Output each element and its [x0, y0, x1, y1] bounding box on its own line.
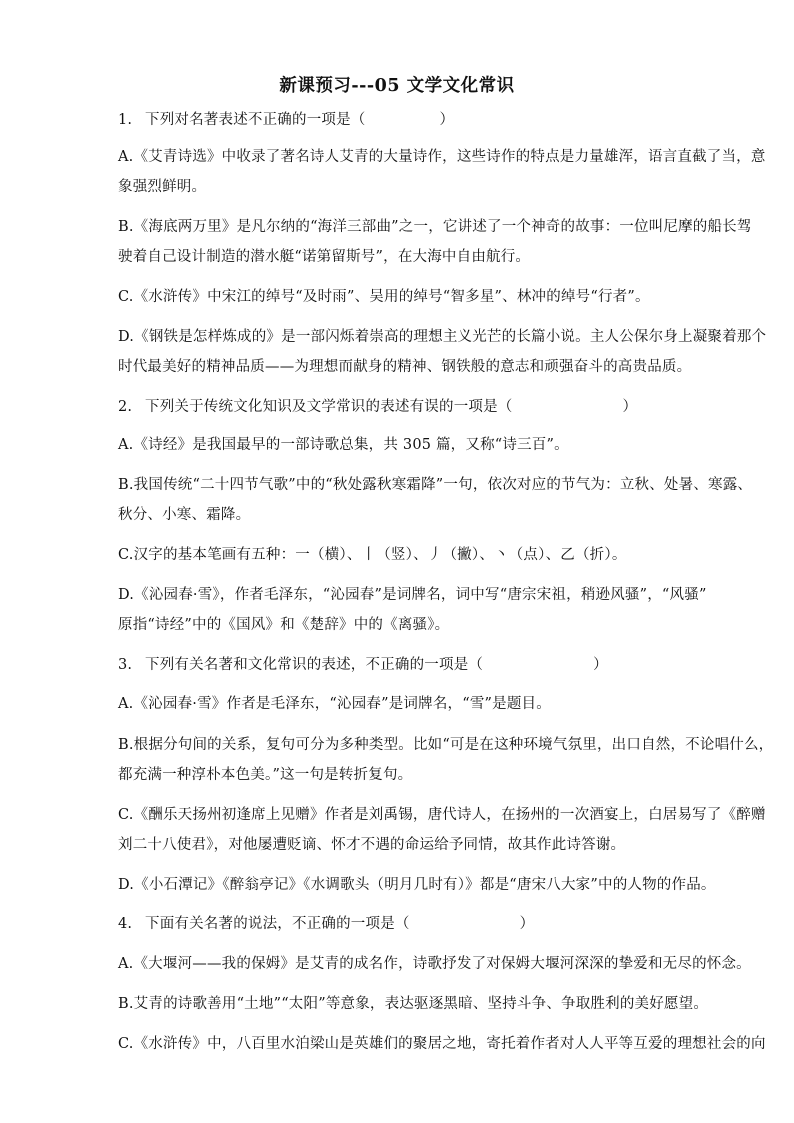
option-4b-line-1: B.艾青的诗歌善用“土地”“太阳”等意象，表达驱逐黑暗、坚持斗争、争取胜利的美好愿望。	[118, 996, 709, 1012]
question-close: ）	[622, 399, 638, 415]
option-1d-line-1: D.《钢铁是怎样炼成的》是一部闪烁着崇高的理想主义光芒的长篇小说。主人公保尔身上凝聚着那个	[118, 329, 767, 345]
option-1c-line-1: C.《水浒传》中宋江的绰号“及时雨”、吴用的绰号“智多星”、林冲的绰号“行者”。	[118, 289, 650, 305]
option-2d-line-1: D.《沁园春·雪》，作者毛泽东，“沁园春”是词牌名，词中写“唐宗宋祖，稍逊风骚”，“风骚”	[118, 587, 707, 603]
option-2b-line-1: B.我国传统“二十四节气歌”中的“秋处露秋寒霜降”一句，依次对应的节气为：立秋、处暑、寒露、	[118, 477, 753, 493]
option-3c-line-1: C.《酬乐天扬州初逢席上见赠》作者是刘禹锡，唐代诗人，在扬州的一次酒宴上，白居易写了《醉赠	[118, 807, 766, 823]
question-number: 3.	[118, 657, 133, 673]
option-2d-line-2: 原指“诗经”中的《国风》和《楚辞》中的《离骚》。	[118, 617, 450, 633]
option-1b-line-1: B.《海底两万里》是凡尔纳的“海洋三部曲”之一，它讲述了一个神奇的故事：一位叫尼摩的船长驾	[118, 219, 752, 235]
question-4	[118, 914, 708, 934]
question-close: ）	[439, 112, 455, 128]
option-3c-line-2: 刘二十八使君》，对他屡遭贬谪、怀才不遇的命运给予同情，故其作此诗答谢。	[118, 837, 626, 853]
question-number: 4.	[118, 916, 133, 932]
option-4a-line-1: A.《大堰河——我的保姆》是艾青的成名作，诗歌抒发了对保姆大堰河深深的挚爱和无尽的怀念。	[118, 956, 751, 972]
option-1b-line-2: 驶着自己设计制造的潜水艇“诺第留斯号”，在大海中自由航行。	[118, 249, 531, 265]
question-stem: 下列对名著表述不正确的一项是（	[145, 112, 366, 128]
option-2b-line-2: 秋分、小寒、霜降。	[118, 507, 251, 523]
question-number: 2.	[118, 399, 133, 415]
question-stem: 下面有关名著的说法，不正确的一项是（	[145, 916, 410, 932]
option-3b-line-1: B.根据分句间的关系，复句可分为多种类型。比如“可是在这种环境气氛里，出口自然，不论唱什么，	[118, 737, 774, 753]
option-1a-line-1: A.《艾青诗选》中收录了著名诗人艾青的大量诗作，这些诗作的特点是力量雄浑，语言直截了当，意	[118, 149, 766, 165]
option-3b-line-2: 都充满一种淳朴本色美。”这一句是转折复句。	[118, 767, 413, 783]
question-stem: 下列有关名著和文化常识的表述，不正确的一项是（	[145, 657, 484, 673]
option-3d-line-1: D.《小石潭记》《醉翁亭记》《水调歌头（明月几时有）》都是“唐宋八大家”中的人物的作品。	[118, 877, 716, 893]
question-2	[118, 397, 708, 417]
page-title: 新课预习---05 文学文化常识	[279, 76, 515, 96]
question-close: ）	[593, 657, 608, 673]
question-1	[118, 110, 708, 130]
option-1d-line-2: 时代最美好的精神品质——为理想而献身的精神、钢铁般的意志和顽强奋斗的高贵品质。	[118, 359, 692, 375]
option-2c-line-1: C.汉字的基本笔画有五种：一（横）、丨（竖）、丿（撇）、丶（点）、乙（折）。	[118, 547, 627, 563]
question-number: 1.	[118, 112, 133, 128]
option-2a-line-1: A.《诗经》是我国最早的一部诗歌总集，共 305 篇，又称“诗三百”。	[118, 437, 569, 453]
option-1a-line-2: 象强烈鲜明。	[118, 179, 207, 195]
question-3	[118, 655, 708, 675]
option-3a-line-1: A.《沁园春·雪》作者是毛泽东，“沁园春”是词牌名，“雪”是题目。	[118, 696, 551, 712]
question-stem: 下列关于传统文化知识及文学常识的表述有误的一项是（	[145, 399, 513, 415]
question-close: ）	[519, 916, 535, 932]
option-4c-line-1: C.《水浒传》中，八百里水泊梁山是英雄们的聚居之地，寄托着作者对人人平等互爱的理想社会的向	[118, 1036, 766, 1052]
